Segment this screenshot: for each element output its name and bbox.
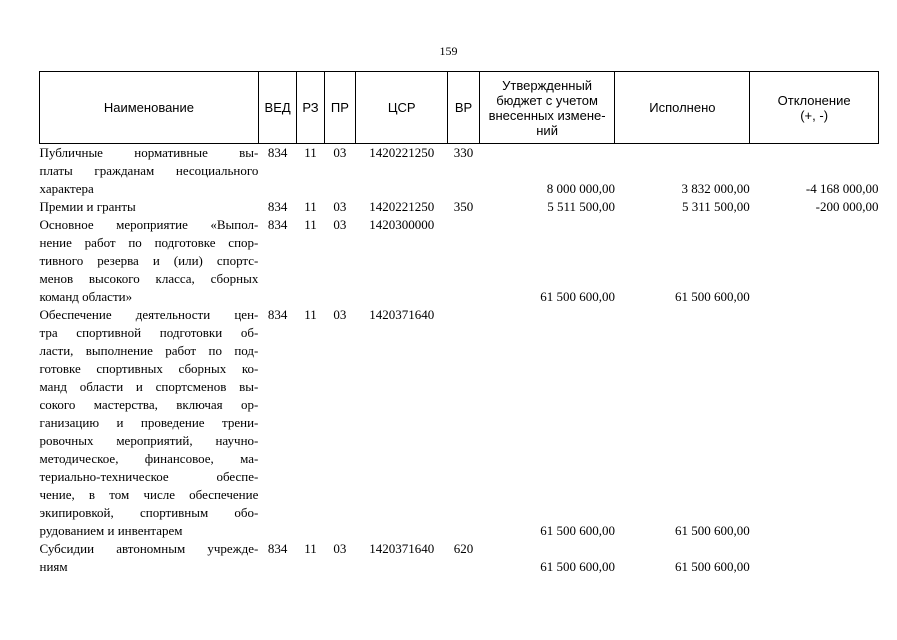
- row-csr: 1420371640: [369, 307, 435, 322]
- row-ved: 834: [267, 199, 288, 214]
- row-name-line: готовке спортивных сборных ко-: [39, 361, 259, 376]
- budget-execution-table: [39, 71, 879, 576]
- table-row: [40, 540, 879, 576]
- row-rz: 11: [304, 199, 317, 214]
- row-name-line: Премии и гранты: [39, 199, 136, 214]
- row-budget: 8 000 000,00: [546, 181, 615, 196]
- page-number: 159: [439, 44, 458, 58]
- row-deviation: -4 168 000,00: [805, 181, 879, 196]
- row-rz: 11: [304, 145, 317, 160]
- row-budget: 61 500 600,00: [540, 523, 615, 538]
- row-csr: 1420221250: [369, 199, 435, 214]
- table-row: [40, 306, 879, 540]
- row-budget: 61 500 600,00: [540, 559, 615, 574]
- row-name: [40, 144, 259, 199]
- header-executed: Исполнено: [615, 72, 750, 144]
- row-name-line: нение работ по подготовке спор-: [39, 235, 259, 250]
- row-deviation: -200 000,00: [815, 199, 879, 214]
- row-name-line: характера: [39, 181, 94, 196]
- table-row: [40, 144, 879, 199]
- row-csr: 1420300000: [369, 217, 435, 232]
- row-deviation: [750, 306, 879, 540]
- row-csr: 1420221250: [369, 145, 435, 160]
- row-ved: 834: [267, 307, 288, 322]
- row-name-line: ровочных мероприятий, научно-: [39, 433, 259, 448]
- row-pr: 03: [333, 307, 347, 322]
- row-name-line: методическое, финансовое, ма-: [39, 451, 259, 466]
- row-ved: 834: [267, 217, 288, 232]
- row-deviation: [750, 540, 879, 576]
- table-row: [40, 198, 879, 216]
- row-executed: 5 311 500,00: [681, 199, 750, 214]
- row-pr: 03: [333, 541, 347, 556]
- header-name: Наименование: [40, 72, 259, 144]
- row-name-line: рудованием и инвентарем: [39, 523, 183, 538]
- row-budget: 61 500 600,00: [540, 289, 615, 304]
- row-vr: [448, 306, 479, 540]
- header-budget-line: внесенных измене-: [488, 107, 606, 123]
- row-name-line: ласти, выполнение работ по под-: [39, 343, 259, 358]
- header-rz: РЗ: [297, 72, 324, 144]
- table-body: [40, 144, 879, 577]
- row-executed: 3 832 000,00: [681, 181, 750, 196]
- row-name-line: экипировкой, спортивным обо-: [39, 505, 259, 520]
- header-deviation-line: Отклонение: [777, 92, 851, 108]
- row-name-line: сокого мастерства, включая ор-: [39, 397, 259, 412]
- row-deviation: [750, 216, 879, 306]
- row-name-line: ганизацию и проведение трени-: [39, 415, 259, 430]
- header-deviation-line: (+, -): [800, 107, 829, 123]
- header-budget-line: бюджет с учетом: [496, 92, 598, 108]
- row-name: [40, 540, 259, 576]
- row-ved: 834: [267, 541, 288, 556]
- row-name-line: тра спортивной подготовки об-: [39, 325, 259, 340]
- header-budget: [479, 72, 615, 144]
- row-name-line: териально-техническое обеспе-: [39, 469, 259, 484]
- row-rz: 11: [304, 307, 317, 322]
- header-pr: ПР: [324, 72, 355, 144]
- row-executed: 61 500 600,00: [675, 523, 750, 538]
- row-pr: 03: [333, 145, 347, 160]
- header-vr: ВР: [448, 72, 479, 144]
- row-name-line: Субсидии автономным учрежде-: [39, 541, 259, 556]
- row-name-line: платы гражданам несоциального: [39, 163, 259, 178]
- row-name: [40, 198, 259, 216]
- row-name-line: тивного резерва и (или) спортс-: [39, 253, 259, 268]
- row-budget: 5 511 500,00: [547, 199, 615, 214]
- table-row: [40, 216, 879, 306]
- header-deviation: [750, 72, 879, 144]
- header-csr: ЦСР: [356, 72, 448, 144]
- row-name-line: Основное мероприятие «Выпол-: [39, 217, 259, 232]
- row-vr: 350: [453, 199, 474, 214]
- row-vr: 620: [453, 541, 474, 556]
- row-pr: 03: [333, 199, 347, 214]
- row-name-line: Обеспечение деятельности цен-: [39, 307, 259, 322]
- row-vr: [448, 216, 479, 306]
- row-name-line: команд области»: [39, 289, 133, 304]
- header-budget-line: ний: [536, 122, 558, 138]
- row-name-line: Публичные нормативные вы-: [39, 145, 259, 160]
- row-rz: 11: [304, 541, 317, 556]
- row-name-line: манд области и спортсменов вы-: [39, 379, 259, 394]
- header-budget-line: Утвержденный: [502, 77, 593, 93]
- row-pr: 03: [333, 217, 347, 232]
- header-ved: ВЕД: [258, 72, 297, 144]
- row-name-line: менов высокого класса, сборных: [39, 271, 259, 286]
- row-vr: 330: [453, 145, 474, 160]
- row-name-line: ниям: [39, 559, 68, 574]
- row-csr: 1420371640: [369, 541, 435, 556]
- row-name: [40, 216, 259, 306]
- row-ved: 834: [267, 145, 288, 160]
- row-executed: 61 500 600,00: [675, 559, 750, 574]
- table-header-row: [40, 72, 879, 144]
- row-rz: 11: [304, 217, 317, 232]
- row-name-line: чение, в том числе обеспечение: [39, 487, 259, 502]
- row-executed: 61 500 600,00: [675, 289, 750, 304]
- row-name: [40, 306, 259, 540]
